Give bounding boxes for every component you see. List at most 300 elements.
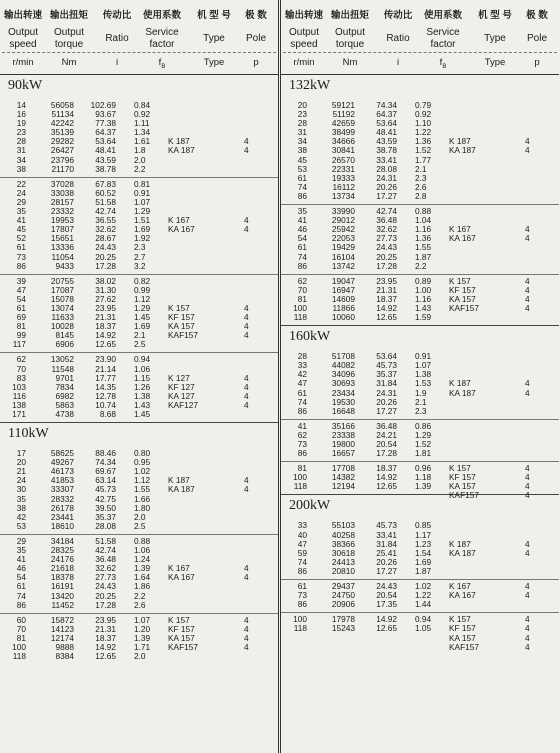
model-pole: 4 [244, 372, 249, 383]
service-factor-cell: 1.20 [134, 623, 151, 634]
table-row [281, 449, 559, 458]
ratio-cell: 88.46 [95, 448, 116, 459]
torque-cell: 26427 [50, 145, 74, 156]
header-en-0 [283, 27, 325, 51]
model-type: K 187 [168, 475, 190, 486]
speed-cell: 54 [297, 233, 307, 244]
ratio-cell: 31.84 [376, 378, 397, 389]
ratio-cell: 24.31 [376, 172, 397, 183]
service-factor-cell: 1.55 [415, 242, 432, 253]
torque-cell: 15651 [50, 233, 74, 244]
ratio-cell: 12.65 [376, 312, 397, 323]
torque-cell: 13074 [50, 302, 74, 313]
service-factor-cell: 1.66 [134, 493, 151, 504]
model-type: KF 157 [449, 472, 476, 483]
header-en-line: Output [334, 27, 366, 38]
speed-cell: 62 [297, 275, 307, 286]
service-factor-cell: 1.59 [415, 312, 432, 323]
torque-cell: 33990 [331, 206, 355, 217]
service-factor-cell: 2.1 [415, 396, 427, 407]
ratio-cell: 12.65 [376, 623, 397, 634]
torque-cell: 17807 [50, 224, 74, 235]
model-type: KF 157 [449, 284, 476, 295]
table-row [0, 340, 278, 349]
ratio-cell: 21.31 [95, 623, 116, 634]
ratio-cell: 42.74 [376, 206, 397, 217]
power-title: 160kW [289, 329, 331, 345]
service-factor-cell: 1.8 [134, 145, 146, 156]
service-factor-cell: 1.86 [134, 581, 151, 592]
model-pole: 4 [525, 275, 530, 286]
service-factor-cell: 2.5 [134, 520, 146, 531]
gear-group [0, 99, 278, 178]
header-unit-fb-sub: B [161, 63, 166, 70]
speed-cell: 86 [297, 565, 307, 576]
speed-cell: 118 [12, 651, 26, 662]
ratio-cell: 51.58 [95, 196, 116, 207]
ratio-cell: 20.26 [376, 396, 397, 407]
header-en-line: Output [288, 27, 320, 38]
ratio-cell: 28.08 [95, 520, 116, 531]
speed-cell: 62 [297, 429, 307, 440]
speed-cell: 74 [297, 181, 307, 192]
speed-cell: 69 [16, 312, 26, 323]
torque-cell: 9701 [55, 372, 74, 383]
model-pole: 4 [525, 378, 530, 389]
model-type: KA 167 [449, 590, 476, 601]
model-pole: 4 [244, 224, 249, 235]
service-factor-cell: 1.43 [134, 399, 151, 410]
gear-group [281, 613, 559, 652]
speed-cell: 14 [16, 100, 26, 110]
torque-cell: 11054 [51, 251, 74, 262]
speed-cell: 23 [297, 109, 307, 120]
service-factor-cell: 1.06 [134, 363, 151, 374]
header-zh-4: 机 型 号 [478, 10, 512, 21]
speed-cell: 29 [16, 196, 26, 207]
ratio-cell: 25.41 [376, 547, 397, 558]
ratio-cell: 64.37 [95, 127, 116, 138]
ratio-cell: 23.95 [376, 275, 397, 286]
torque-cell: 20906 [331, 599, 355, 610]
torque-cell: 13742 [331, 260, 355, 271]
torque-cell: 16112 [332, 181, 355, 192]
ratio-cell: 32.62 [95, 224, 116, 235]
model-pole: 4 [525, 623, 530, 634]
speed-cell: 61 [297, 387, 307, 398]
service-factor-cell: 1.64 [134, 572, 151, 583]
service-factor-cell: 1.06 [134, 545, 151, 556]
model-type: KA 157 [449, 293, 476, 304]
service-factor-cell: 1.12 [134, 293, 151, 304]
service-factor-cell: 0.96 [415, 463, 432, 474]
torque-cell: 40258 [331, 529, 355, 540]
torque-cell: 28157 [50, 196, 74, 207]
model-pole: 4 [244, 572, 249, 583]
service-factor-cell: 1.45 [134, 312, 151, 323]
service-factor-cell: 2.6 [415, 181, 427, 192]
torque-cell: 29282 [50, 136, 74, 147]
ratio-cell: 17.28 [376, 260, 397, 271]
speed-cell: 86 [16, 260, 26, 271]
table-row [281, 262, 559, 271]
column-right [280, 0, 559, 753]
power-section [281, 326, 559, 501]
table-row [0, 652, 278, 661]
service-factor-cell: 0.86 [415, 420, 432, 431]
ratio-cell: 38.78 [376, 145, 397, 156]
service-factor-cell: 1.61 [134, 136, 151, 147]
speed-cell: 86 [297, 448, 307, 459]
model-pole: 4 [525, 302, 530, 313]
table-row [281, 482, 559, 491]
service-factor-cell: 1.71 [134, 641, 151, 652]
header-zh-0: 输出转速 [3, 10, 42, 21]
service-factor-cell: 1.51 [134, 215, 151, 226]
table-row [281, 192, 559, 201]
service-factor-cell: 1.54 [415, 547, 432, 558]
ratio-cell: 23.95 [95, 302, 116, 313]
header-units-5: p [253, 57, 259, 68]
ratio-cell: 24.43 [95, 581, 116, 592]
gear-group [0, 353, 278, 422]
model-type: KA 167 [168, 224, 195, 235]
gear-group [281, 462, 559, 501]
ratio-cell: 36.48 [376, 215, 397, 226]
service-factor-cell: 2.3 [415, 172, 427, 183]
gear-group [0, 275, 278, 354]
torque-cell: 16104 [331, 251, 355, 262]
torque-cell: 30693 [331, 378, 355, 389]
header-en-line: torque [54, 39, 84, 50]
speed-cell: 61 [297, 242, 307, 253]
ratio-cell: 38.78 [95, 163, 116, 174]
speed-cell: 86 [297, 599, 307, 610]
table-row [0, 601, 278, 610]
model-type: KA 187 [449, 145, 476, 156]
torque-cell: 25942 [331, 224, 355, 235]
service-factor-cell: 0.92 [415, 109, 432, 120]
header-unit-fb: $f_B$ [158, 57, 166, 70]
model-pole: 4 [525, 641, 530, 652]
service-factor-cell: 2.2 [134, 163, 146, 174]
gear-group [281, 580, 559, 613]
speed-cell: 47 [297, 538, 307, 549]
service-factor-cell: 1.10 [415, 118, 432, 129]
header-en-line: Output [53, 27, 85, 38]
torque-cell: 51708 [331, 351, 355, 362]
torque-cell: 11866 [332, 302, 355, 313]
torque-cell: 11633 [51, 312, 74, 323]
speed-cell: 47 [297, 378, 307, 389]
speed-cell: 73 [297, 439, 307, 449]
torque-cell: 24176 [50, 554, 74, 565]
service-factor-cell: 2.0 [134, 651, 146, 662]
gear-group [281, 350, 559, 420]
model-type: K 167 [449, 224, 471, 235]
gear-group [0, 178, 278, 275]
ratio-cell: 20.54 [376, 439, 397, 449]
ratio-cell: 28.08 [376, 163, 397, 174]
torque-cell: 23796 [50, 154, 74, 165]
service-factor-cell: 1.16 [415, 224, 432, 235]
header-en-3 [136, 27, 188, 51]
service-factor-cell: 1.39 [134, 563, 151, 574]
speed-cell: 38 [297, 145, 307, 156]
model-type: KA 157 [449, 481, 476, 492]
ratio-cell: 14.92 [376, 614, 397, 625]
speed-cell: 21 [16, 466, 26, 477]
ratio-cell: 24.43 [376, 581, 397, 592]
speed-cell: 86 [297, 405, 307, 416]
ratio-cell: 20.26 [376, 556, 397, 567]
service-factor-cell: 1.81 [415, 448, 432, 459]
ratio-cell: 48.41 [376, 127, 397, 138]
model-pole: 4 [525, 490, 530, 501]
model-type: KA 187 [168, 484, 195, 495]
header-zh-2: 传动比 [102, 10, 132, 21]
ratio-cell: 23.95 [95, 614, 116, 625]
torque-cell: 14382 [331, 472, 355, 483]
ratio-cell: 43.59 [376, 136, 397, 147]
ratio-cell: 12.65 [376, 481, 397, 492]
speed-cell: 54 [16, 293, 26, 304]
ratio-cell: 17.27 [376, 190, 397, 201]
speed-cell: 73 [16, 251, 26, 262]
torque-cell: 11452 [51, 599, 74, 610]
speed-cell: 74 [297, 396, 307, 407]
ratio-cell: 33.41 [376, 154, 397, 165]
model-pole: 4 [244, 390, 249, 401]
torque-cell: 42242 [50, 118, 74, 129]
ratio-cell: 32.62 [95, 563, 116, 574]
power-title: 132kW [289, 78, 331, 93]
model-pole: 4 [244, 641, 249, 652]
speed-cell: 52 [16, 233, 26, 244]
torque-cell: 10060 [331, 312, 355, 323]
header-en-line: factor [149, 39, 175, 50]
model-type: KA 187 [168, 145, 195, 156]
header-zh-3: 使用系数 [142, 10, 181, 21]
ratio-cell: 42.74 [95, 206, 116, 217]
model-type: KA 157 [168, 632, 195, 643]
header-zh-5: 极 数 [526, 10, 548, 21]
header-en-1 [326, 27, 374, 51]
torque-cell: 13734 [331, 190, 355, 201]
service-factor-cell: 0.81 [134, 178, 151, 189]
model-pole: 4 [525, 632, 530, 643]
model-pole: 4 [244, 302, 249, 313]
power-title: 110kW [8, 426, 49, 442]
ratio-cell: 60.52 [95, 187, 116, 198]
service-factor-cell: 0.91 [134, 187, 151, 198]
service-factor-cell: 2.8 [415, 190, 427, 201]
ratio-cell: 20.25 [95, 251, 116, 262]
power-section [0, 423, 278, 664]
torque-cell: 20755 [50, 275, 74, 286]
service-factor-cell: 1.18 [415, 472, 432, 483]
header-divider [2, 52, 276, 53]
model-type: K 127 [168, 372, 190, 383]
ratio-cell: 24.21 [376, 429, 397, 440]
ratio-cell: 18.37 [376, 293, 397, 304]
model-pole: 4 [525, 145, 530, 156]
torque-cell: 22053 [331, 233, 355, 244]
speed-cell: 118 [293, 481, 307, 492]
speed-cell: 31 [297, 127, 307, 138]
speed-cell: 74 [297, 251, 307, 262]
torque-cell: 7834 [55, 381, 74, 392]
speed-cell: 70 [16, 623, 26, 634]
torque-cell: 16657 [331, 448, 355, 459]
service-factor-cell: 1.92 [134, 233, 151, 244]
ratio-cell: 36.48 [95, 554, 116, 565]
speed-cell: 17 [16, 448, 26, 459]
speed-cell: 61 [297, 581, 307, 592]
torque-cell: 59121 [331, 100, 355, 110]
speed-cell: 41 [16, 554, 26, 565]
service-factor-cell: 1.07 [415, 360, 432, 371]
speed-cell: 24 [16, 475, 26, 486]
model-pole: 4 [244, 381, 249, 392]
speed-cell: 47 [16, 284, 26, 295]
header-units-0: r/min [12, 57, 34, 68]
torque-cell: 19953 [50, 215, 74, 226]
header-zh-5: 极 数 [245, 10, 267, 21]
model-pole: 4 [525, 590, 530, 601]
service-factor-cell: 1.87 [415, 251, 432, 262]
service-factor-cell: 0.92 [134, 109, 151, 120]
service-factor-cell: 0.82 [134, 275, 151, 286]
service-factor-cell: 1.05 [415, 623, 432, 634]
model-pole: 4 [244, 475, 249, 486]
ratio-cell: 12.78 [95, 390, 116, 401]
speed-cell: 38 [16, 502, 26, 513]
ratio-cell: 27.62 [95, 293, 116, 304]
header-en-line: speed [290, 39, 318, 50]
service-factor-cell: 0.89 [415, 275, 432, 286]
ratio-cell: 27.73 [95, 572, 116, 583]
model-pole: 4 [525, 136, 530, 147]
header-en-line: torque [335, 39, 365, 50]
torque-cell: 12194 [331, 481, 355, 492]
ratio-cell: 35.37 [376, 369, 397, 380]
torque-cell: 33038 [50, 187, 74, 198]
table-row [0, 165, 278, 174]
ratio-cell: 42.75 [95, 493, 116, 504]
ratio-cell: 24.43 [376, 242, 397, 253]
ratio-cell: 43.59 [95, 154, 116, 165]
ratio-cell: 24.43 [95, 242, 116, 253]
ratio-cell: 51.58 [95, 535, 116, 546]
torque-cell: 24413 [331, 556, 355, 567]
speed-cell: 35 [16, 206, 26, 217]
ratio-cell: 17.35 [376, 599, 397, 610]
torque-cell: 19530 [331, 396, 355, 407]
service-factor-cell: 1.29 [134, 302, 151, 313]
service-factor-cell: 1.45 [134, 409, 151, 419]
header-en-line: Ratio [386, 33, 410, 44]
power-section [281, 495, 559, 652]
service-factor-cell: 0.88 [415, 206, 432, 217]
table-row [0, 522, 278, 531]
ratio-cell: 35.37 [95, 511, 116, 522]
torque-cell: 19800 [331, 439, 355, 449]
service-factor-cell: 1.69 [415, 556, 432, 567]
model-type: K 187 [168, 136, 190, 147]
model-type: K 157 [449, 275, 471, 286]
torque-cell: 16648 [331, 405, 355, 416]
torque-cell: 28325 [50, 545, 74, 556]
header-zh-1: 输出扭矩 [49, 10, 88, 21]
torque-cell: 34184 [50, 535, 74, 546]
speed-cell: 73 [297, 590, 307, 601]
header-en-5 [236, 33, 276, 45]
model-type: K 187 [449, 136, 471, 147]
ratio-cell: 77.38 [95, 118, 116, 129]
torque-cell: 49267 [50, 457, 74, 468]
torque-cell: 12174 [50, 632, 74, 643]
ratio-cell: 39.50 [95, 502, 116, 513]
torque-cell: 23441 [50, 511, 74, 522]
service-factor-cell: 1.04 [415, 215, 432, 226]
ratio-cell: 17.27 [376, 405, 397, 416]
model-type: K 157 [168, 302, 190, 313]
ratio-cell: 63.14 [95, 475, 116, 486]
torque-cell: 30618 [331, 547, 355, 558]
model-pole: 4 [525, 463, 530, 474]
model-type: KF 127 [168, 381, 195, 392]
speed-cell: 60 [16, 614, 26, 625]
ratio-cell: 102.69 [90, 100, 116, 110]
speed-cell: 61 [297, 172, 307, 183]
ratio-cell: 33.41 [376, 529, 397, 540]
speed-cell: 118 [293, 312, 307, 323]
torque-cell: 21170 [51, 163, 74, 174]
torque-cell: 51192 [332, 109, 355, 120]
speed-cell: 28 [297, 118, 307, 129]
speed-cell: 35 [297, 206, 307, 217]
speed-cell: 33 [297, 360, 307, 371]
torque-cell: 51134 [51, 109, 74, 120]
speed-cell: 53 [297, 163, 307, 174]
speed-cell: 100 [293, 302, 307, 313]
table-row [281, 600, 559, 609]
header-units-1: Nm [61, 57, 77, 68]
speed-cell: 31 [16, 145, 26, 156]
service-factor-cell: 1.39 [134, 632, 151, 643]
header-en-0 [2, 27, 44, 51]
model-type: K 187 [449, 378, 471, 389]
torque-cell: 9888 [55, 641, 74, 652]
ratio-cell: 14.35 [95, 381, 116, 392]
service-factor-cell: 2.5 [134, 339, 146, 350]
service-factor-cell: 0.85 [415, 520, 432, 531]
speed-cell: 103 [12, 381, 26, 392]
torque-cell: 33307 [50, 484, 74, 495]
model-type: KA 187 [449, 547, 476, 558]
service-factor-cell: 1.02 [415, 581, 432, 592]
service-factor-cell: 1.87 [415, 565, 432, 576]
service-factor-cell: 1.44 [415, 599, 432, 610]
ratio-cell: 69.67 [95, 466, 116, 477]
torque-cell: 19047 [331, 275, 355, 286]
service-factor-cell: 1.9 [415, 387, 427, 398]
torque-cell: 17087 [50, 284, 74, 295]
header-en-line: Type [203, 33, 225, 44]
speed-cell: 22 [16, 178, 26, 189]
model-pole: 4 [244, 312, 249, 323]
